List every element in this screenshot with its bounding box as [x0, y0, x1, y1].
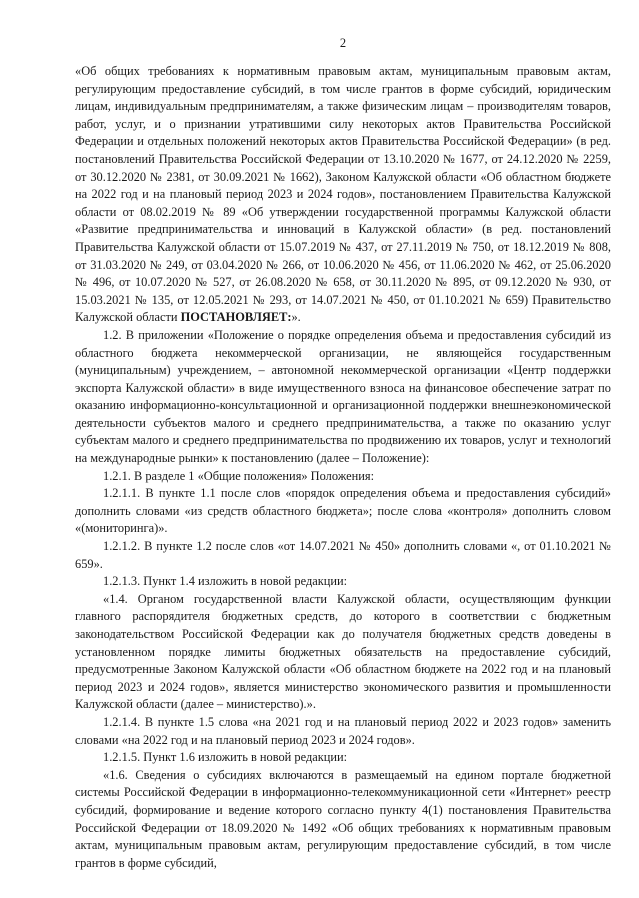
paragraph: 1.2. В приложении «Положение о порядке определения объема и предоставления субсидий из областного бюджета некоммерческой организации, не являющейся государственным (муниципальным) учреждением, – автономной некоммерческой организации «Центр поддержки экспорта Калужской области» в виде имущественного взноса на финансовое обеспечение затрат по оказанию информационно-консультационной и организационной поддержки внешнеэкономической деятельности субъектов малого и среднего предпринимательства, а также по оказанию услуг субъектам малого и среднего предпринимательства по продвижению их товаров, услуг и технологий на международные рынки» к постановлению (далее – Положение): — [75, 327, 611, 466]
paragraph: 1.2.1.1. В пункте 1.1 после слов «порядок определения объема и предоставления субсидий» дополнить словами «из средств областного бюджета»; после слова «контроля» дополнить словом «(мониторинга)». — [75, 486, 611, 536]
paragraph: 1.2.1.3. Пункт 1.4 изложить в новой редакции: — [103, 574, 348, 589]
paragraph: 1.2.1.5. Пункт 1.6 изложить в новой редакции: — [103, 750, 348, 765]
page-number: 2 — [339, 36, 347, 50]
paragraph: «1.4. Органом государственной власти Калужской области, осуществляющим функции главного распорядителя бюджетных средств, до которого в соответствии с бюджетным законодательством Российской Федерации как до получателя бюджетных средств доведены в установленном порядке лимиты бюджетных обязательств на предоставление субсидий, предусмотренные Законом Калужской области «Об областном бюджете на 2022 год и на плановый период 2023 и 2024 годов», является министерство экономического развития и промышленности Калужской области (далее – министерство).». — [75, 591, 611, 712]
paragraph: 1.2.1.4. В пункте 1.5 слова «на 2021 год и на плановый период 2022 и 2023 годов» заменить словами «на 2022 год и на плановый период 2023 и 2024 годов». — [75, 714, 611, 747]
paragraph: 1.2.1. В разделе 1 «Общие положения» Положения: — [103, 468, 375, 483]
paragraph-text: «Об общих требованиях к нормативным правовым актам, муниципальным правовым актам, регулирующим предоставление субсидий, в том числе грантов в форме субсидий, юридическим лицам, индивидуальным предпринимателям, а также физическим лицам – производителям товаров, работ, услуг, и о признании утратившими силу некоторых актов Правительства Российской Федерации и отдельных положений некоторых актов Правительства Российской Федерации» (в ред. постановлений Правительства Российской Федерации от 13.10.2020 № 1677, от 24.12.2020 № 2259, от 30.12.2020 № 2381, от 30.09.2021 № 1662), Законом Калужской области «Об областном бюджете на 2022 год и на плановый период 2023 и 2024 годов», постановлением Правительства Калужской области от 08.02.2019 № 89 «Об утверждении государственной программы Калужской области «Развитие предпринимательства и инноваций в Калужской области» (в ред. постановлений Правительства Калужской области от 15.07.2019 № 437, от 27.11.2019 № 750, от 18.12.2019 № 808, от 31.03.2020 № 249, от 03.04.2020 № 266, от 10.06.2020 № 456, от 11.06.2020 № 462, от 25.06.2020 № 496, от 10.07.2020 № 527, от 26.08.2020 № 658, от 30.11.2020 № 895, от 09.12.2020 № 930, от 15.03.2021 № 135, от 12.05.2021 № 293, от 14.07.2021 № 450, от 01.10.2021 № 659) Правительство Калужской области — [75, 64, 611, 325]
document-body — [75, 63, 611, 872]
decree-keyword: ПОСТАНОВЛЯЕТ: — [180, 310, 292, 325]
paragraph-continuation — [75, 63, 611, 327]
paragraph-tail: ». — [291, 310, 301, 325]
paragraph: 1.2.1.2. В пункте 1.2 после слов «от 14.07.2021 № 450» дополнить словами «, от 01.10.2021 № 659». — [75, 539, 611, 571]
paragraph: «1.6. Сведения о субсидиях включаются в размещаемый на едином портале бюджетной системы Российской Федерации в информационно-телекоммуникационной сети «Интернет» реестр субсидий, формирование и ведение которого согласно пункту 4(1) постановления Правительства Российской Федерации от 18.09.2020 № 1492 «Об общих требованиях к нормативным правовым актам, муниципальным правовым актам, регулирующим предоставление субсидий, в том числе грантов в форме субсидий, — [75, 767, 611, 870]
